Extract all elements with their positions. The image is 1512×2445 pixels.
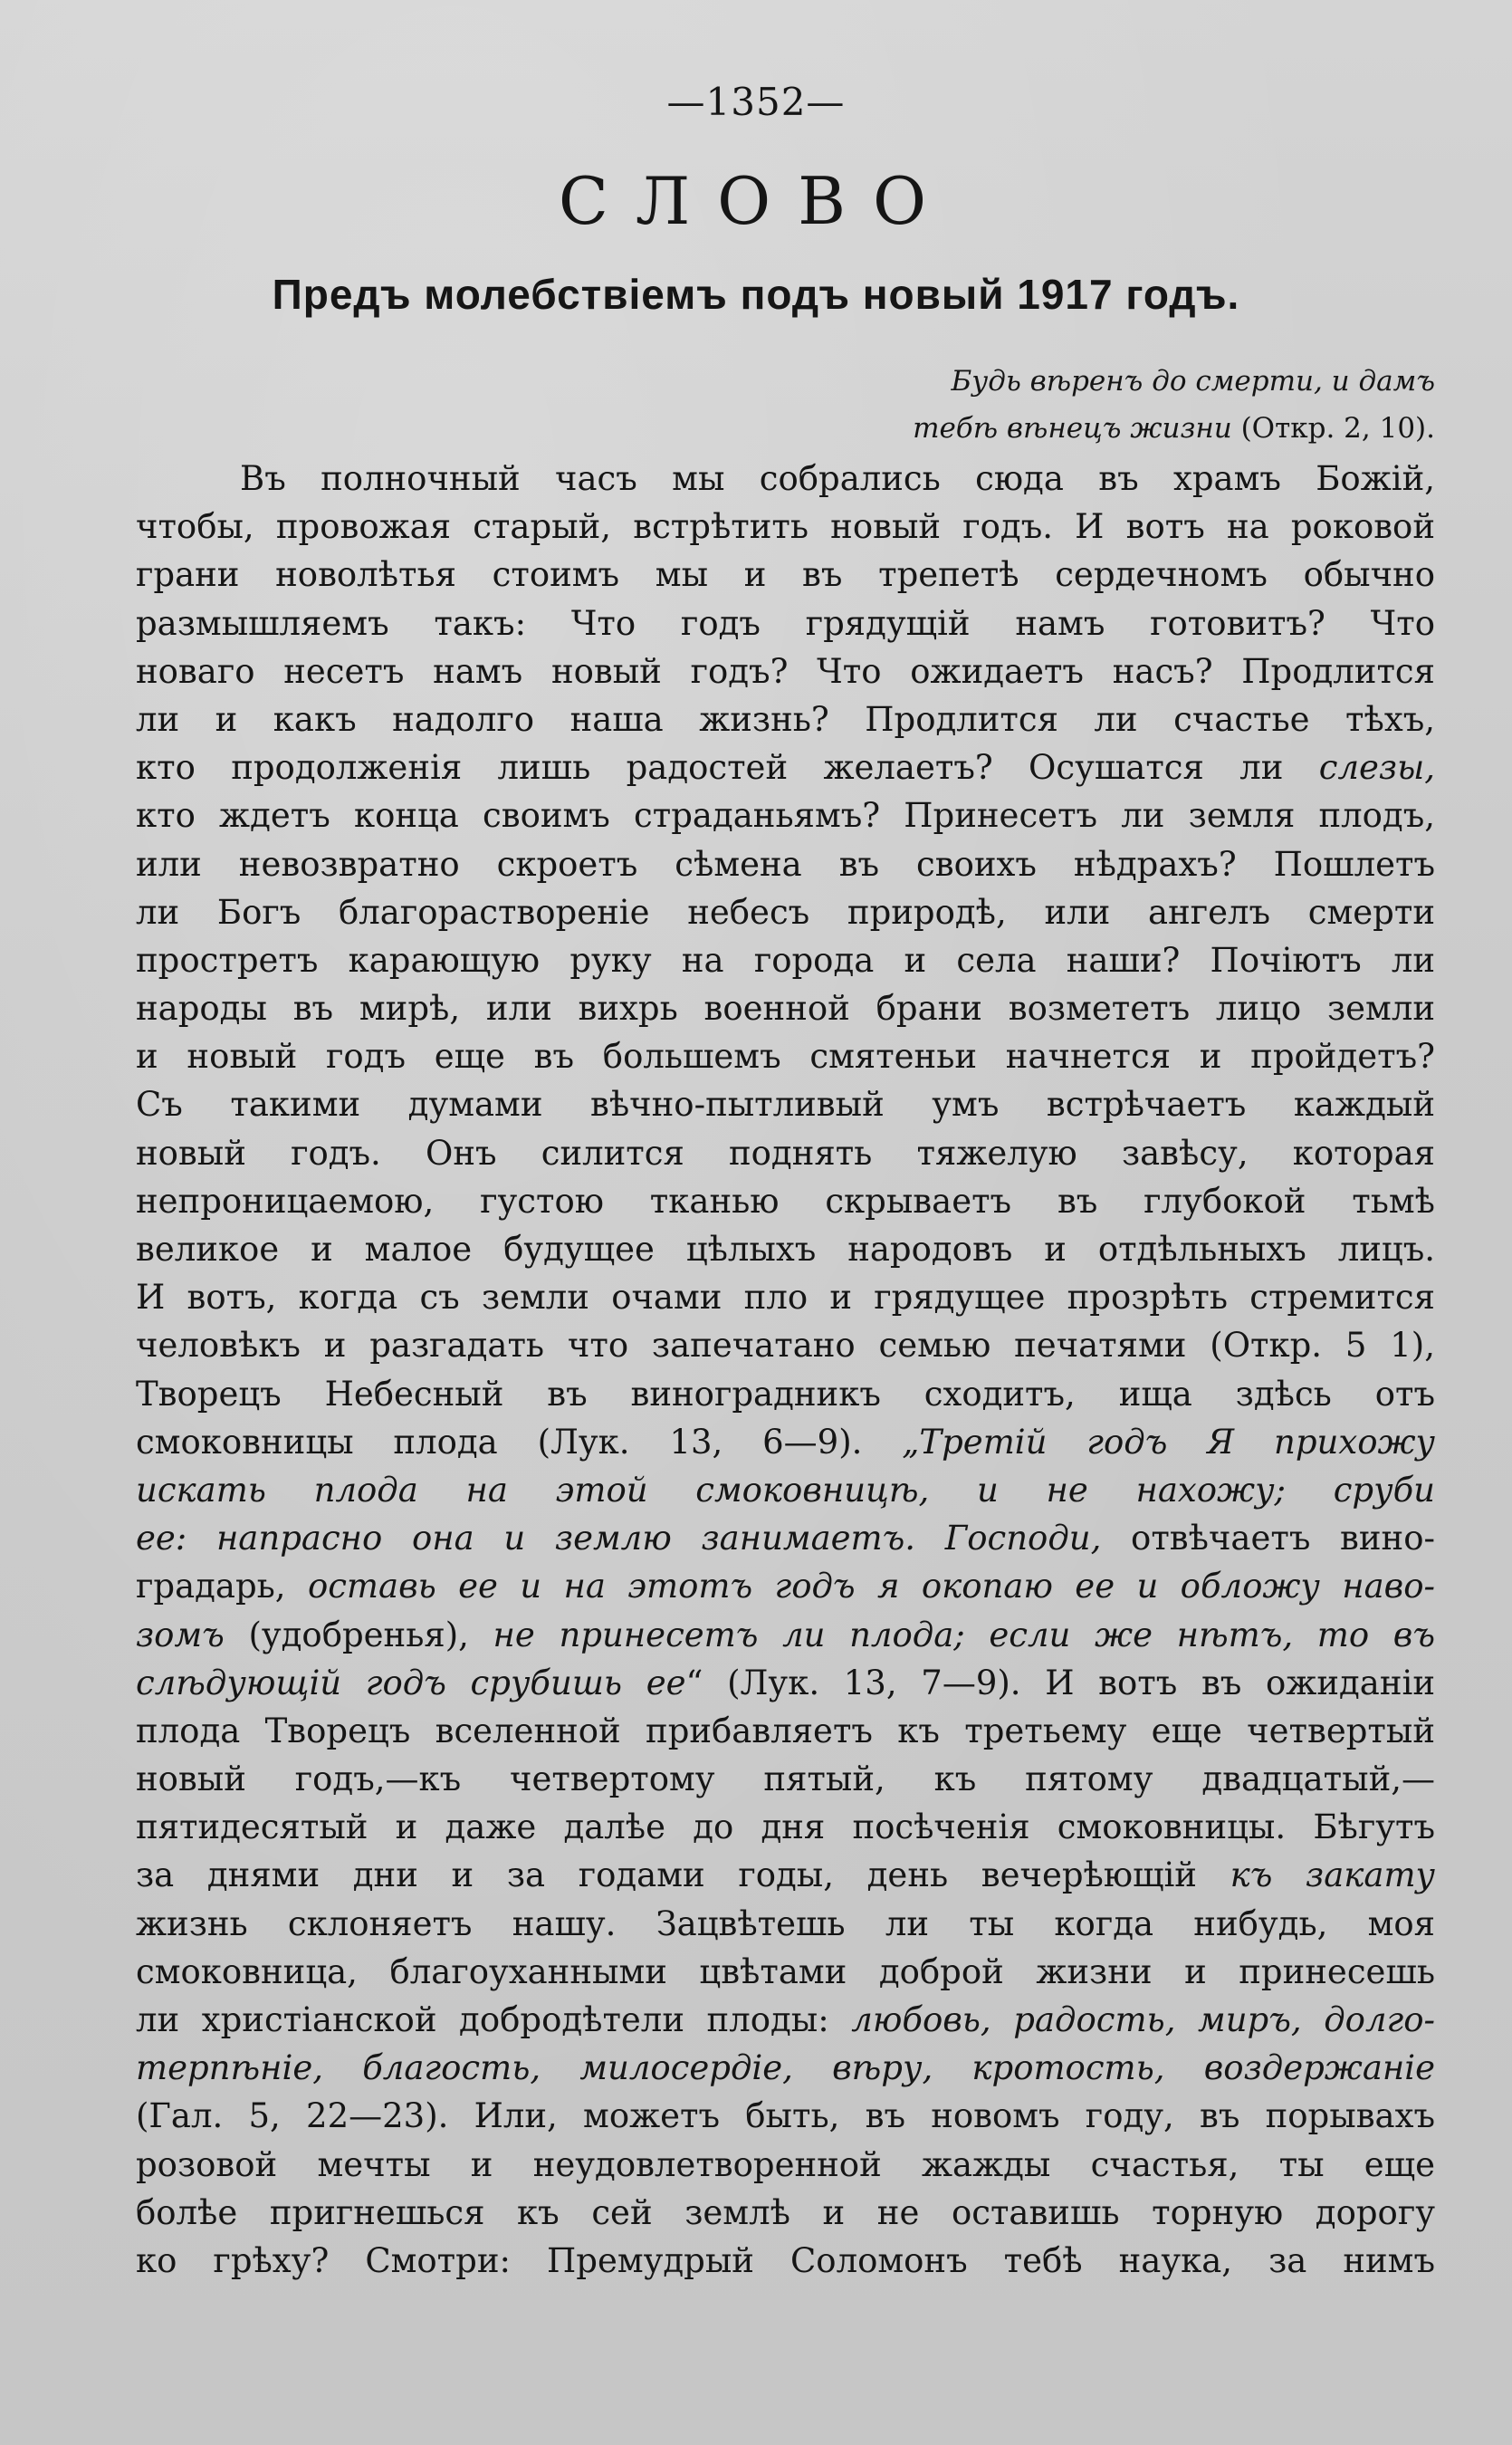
text-line: или невозвратно скроетъ сѣмена въ своихъ нѣдрахъ? Пошлетъ (136, 844, 1435, 884)
text-line: терпѣніе, благость, милосердіе, вѣру, кротость, воздержаніе (136, 2048, 1435, 2088)
text-line: новаго несетъ намъ новый годъ? Что ожидаетъ насъ? Продлится (136, 651, 1435, 691)
text-line: новый годъ. Онъ силится поднять тяжелую завѣсу, которая (136, 1133, 1435, 1173)
page-number: —1352— (666, 80, 846, 124)
text-line: ее: напрасно она и землю занимаетъ. Господи, отвѣчаетъ вино- (136, 1519, 1435, 1558)
text-line: смоковница, благоуханными цвѣтами доброй жизни и принесешь (136, 1951, 1435, 1991)
text-line: И вотъ, когда съ земли очами пло и грядущее прозрѣть стремится (136, 1278, 1435, 1318)
sermon-text (136, 455, 1435, 2285)
text-line: ли христіанской добродѣтели плоды: любовь, радость, миръ, долго- (136, 2000, 1435, 2039)
text-line: Творецъ Небесный въ виноградникъ сходитъ, ища здѣсь отъ (136, 1374, 1435, 1414)
text-line: розовой мечты и неудовлетворенной жажды счастья, ты еще (136, 2144, 1435, 2184)
text-line: болѣе пригнешься къ сей землѣ и не оставишь торную дорогу (136, 2192, 1435, 2232)
text-line: за днями дни и за годами годы, день вечерѣющій къ закату (136, 1855, 1435, 1895)
text-line: человѣкъ и разгадать что запечатано семью печатями (Откр. 5 1), (136, 1326, 1435, 1366)
text-line: непроницаемою, густою тканью скрываетъ въ глубокой тьмѣ (136, 1181, 1435, 1221)
text-line: чтобы, провожая старый, встрѣтить новый годъ. И вотъ на роковой (136, 507, 1435, 547)
text-line: плода Творецъ вселенной прибавляетъ къ третьему еще четвертый (136, 1711, 1435, 1750)
text-line: кто продолженія лишь радостей желаетъ? Осушатся ли слезы, (136, 748, 1435, 788)
text-line: кто ждетъ конца своимъ страданьямъ? Принесетъ ли земля плодъ, (136, 796, 1435, 836)
text-line: ли и какъ надолго наша жизнь? Продлится ли счастье тѣхъ, (136, 699, 1435, 739)
text-line: народы въ мирѣ, или вихрь военной брани возмететъ лицо земли (136, 989, 1435, 1029)
page-title: СЛОВО (558, 163, 954, 239)
text-line: ко грѣху? Смотри: Премудрый Соломонъ тебѣ наука, за нимъ (136, 2240, 1435, 2280)
text-line: великое и малое будущее цѣлыхъ народовъ и отдѣльныхъ лицъ. (136, 1230, 1435, 1269)
epigraph (747, 358, 1435, 452)
text-line: Въ полночный часъ мы собрались сюда въ храмъ Божій, (240, 459, 1435, 498)
page-subtitle: Предъ молебствіемъ подъ новый 1917 годъ. (272, 271, 1240, 318)
text-line: грани новолѣтья стоимъ мы и въ трепетѣ сердечномъ обычно (136, 555, 1435, 595)
text-line: зомъ (удобренья), не принесетъ ли плода; если же нѣтъ, то въ (136, 1615, 1435, 1654)
text-line: пятидесятый и даже далѣе до дня посѣченія смоковницы. Бѣгутъ (136, 1807, 1435, 1847)
text-line: Съ такими думами вѣчно-пытливый умъ встрѣчаетъ каждый (136, 1085, 1435, 1125)
text-line: жизнь склоняетъ нашу. Зацвѣтешь ли ты когда нибудь, моя (136, 1903, 1435, 1943)
text-line: и новый годъ еще въ большемъ смятеньи начнется и пройдетъ? (136, 1037, 1435, 1077)
epigraph-line-1: Будь вѣренъ до смерти, и дамъ (951, 365, 1435, 398)
text-line: искать плода на этой смоковницѣ, и не нахожу; сруби (136, 1470, 1435, 1510)
text-line: смоковницы плода (Лук. 13, 6—9). „Третій годъ Я прихожу (136, 1422, 1436, 1462)
text-line: размышляемъ такъ: Что годъ грядущій намъ готовитъ? Что (136, 603, 1435, 643)
text-line: градарь, оставь ее и на этотъ годъ я окопаю ее и обложу наво- (136, 1567, 1435, 1606)
text-line: новый годъ,—къ четвертому пятый, къ пятому двадцатый,— (136, 1759, 1435, 1799)
epigraph-line-2: тебѣ вѣнецъ жизни (Откр. 2, 10). (913, 412, 1435, 445)
text-line: (Гал. 5, 22—23). Или, можетъ быть, въ новомъ году, въ порывахъ (136, 2096, 1435, 2136)
text-line: простретъ карающую руку на города и села наши? Почіютъ ли (136, 940, 1435, 980)
text-line: слѣдующій годъ срубишь ее“ (Лук. 13, 7—9). И вотъ въ ожиданіи (136, 1663, 1435, 1702)
text-line: ли Богъ благораствореніе небесъ природѣ, или ангелъ смерти (136, 892, 1435, 932)
